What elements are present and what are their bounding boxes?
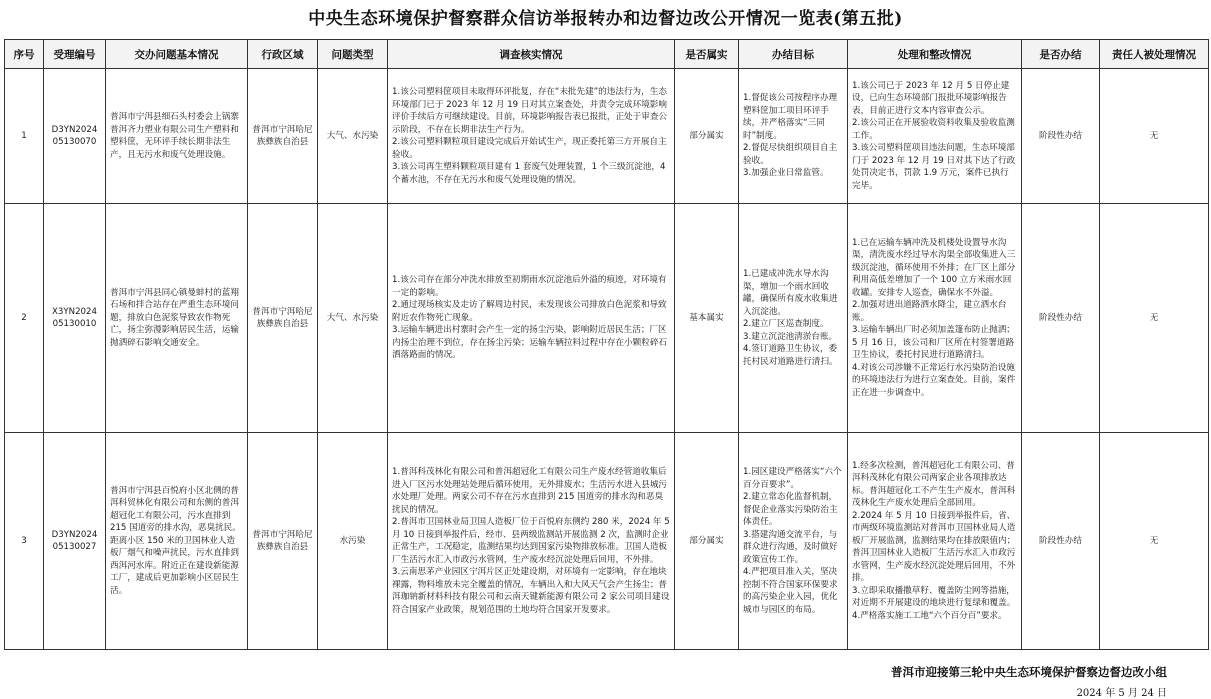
goal-item: 3.搭建沟通交流平台，与群众进行沟通，及时做好政策宣传工作。 [743,529,838,565]
handling-item: 1.已在运输车辆冲洗及机楼处设置导水沟渠，清洗废水经过导水沟渠全部收集进入三级沉淀池，循环使用不外排；在厂区上部分利用高低差增加了一个 100 立方米雨水回收罐。安排专人巡查，确保水不外溢。 [852,237,1016,298]
row-region: 普洱市宁洱哈尼族彝族自治县 [248,433,318,650]
header-type: 问题类型 [318,40,388,69]
row-goal [739,433,848,650]
table-row [5,69,1209,204]
goal-item: 3.建立沉淀池清淤台账。 [743,331,838,342]
row-accountability: 无 [1100,204,1209,433]
investigation-item: 1.普洱科茂林化有限公司和普洱超冠化工有限公司生产废水经管道收集后进入厂区污水处理站处理后循环使用，无外排废水；生活污水进入县城污水处理厂处理。两家公司不存在污水直排到 215 国道旁的排水沟和恶臭扰民的情况。 [392,467,668,515]
investigation-item: 2.通过现场核实及走访了解周边村民，未发现该公司排放白色泥浆和导致附近农作物死亡现象。 [392,300,667,323]
investigation-item: 1.该公司塑料筐项目未取得环评批复，存在“未批先建”的违法行为，生态环境部门已于 2023 年 12 月 19 日对其立案查处，并责令完成环境影响评价手续后方可继续建设。目前，环境影响报告表已报批，正处于审查公示阶段，不存在长期非法生产行为。 [392,87,668,135]
row-completed: 阶段性办结 [1022,433,1100,650]
table-row [5,433,1209,650]
investigation-item: 1.该公司存在部分冲洗水排放至初期雨水沉淀池后外溢的痕迹，对环境有一定的影响。 [392,275,667,298]
investigation-item: 3.运输车辆进出村寨时会产生一定的扬尘污染，影响附近居民生活；厂区内扬尘治理不到位，存在扬尘污染；运输车辆拉料过程中存在小颗粒碎石洒落路面的情况。 [392,325,668,361]
row-type: 大气、水污染 [318,204,388,433]
row-investigation [388,433,675,650]
row-id: X3YN2024 05130010 [44,204,106,433]
goal-item: 4.签订道路卫生协议，委托村民对道路进行清扫。 [743,344,838,367]
goal-item: 4.严把项目准入关，坚决控制不符合国家环保要求的高污染企业入园，优化城市与园区的布局。 [743,567,838,615]
row-issue: 普洱市宁洱县百悦府小区北侧的普洱科贸林化有限公司和东侧的普洱超冠化工有限公司，污水直排到 215 国道旁的排水沟，恶臭扰民。距离小区 150 米的卫国林业人造板厂烟气和噪声扰民，污水直排到西洱河水库。附近正在建设新能源工厂，建成后更加影响小区居民生活。 [106,433,248,650]
header-handling: 处理和整改情况 [848,40,1022,69]
document-title: 中央生态环境保护督察群众信访举报转办和边督边改公开情况一览表(第五批) [308,9,903,29]
footer-organization: 普洱市迎接第三轮中央生态环境保护督察边督边改小组 [891,665,1167,679]
row-accountability: 无 [1100,433,1209,650]
handling-item: 1.该公司已于 2023 年 12 月 5 日停止建设，已向生态环境部门报批环境影响报告表，目前正进行文本内容审查公示。 [852,80,1010,116]
handling-item: 3.立即采取播撒草籽、覆盖防尘网等措施，对近期不开展建设的地块进行复绿和覆盖。 [852,585,1016,609]
row-investigation [388,204,675,433]
row-verified: 基本属实 [675,204,739,433]
header-goal: 办结目标 [739,40,848,69]
row-index: 3 [5,433,44,650]
goal-item: 1.已建成冲洗水导水沟渠，增加一个雨水回收罐，确保所有废水收集进入沉淀池。 [743,269,838,317]
handling-item: 4.严格落实施工工地“六个百分百”要求。 [852,610,1007,621]
row-region: 普洱市宁洱哈尼族彝族自治县 [248,69,318,204]
investigation-item: 2.该公司塑料颗粒项目建设完成后开始试生产，现正委托第三方开展自主验收。 [392,137,667,160]
table-row [5,204,1209,433]
investigation-item: 3.云南思茅产业园区宁洱片区正处建设期，对环境有一定影响，存在地块裸露，物料堆放未完全覆盖的情况，车辆出入和大风天气会产生扬尘；普洱珈钠新材料科技有限公司和云南天键新能源有限公司 2 家公司项目建设符合国家产业政策，规划范围的土地均符合国家开发要求。 [392,567,670,615]
handling-item: 2.加强对进出道路洒水降尘，建立洒水台账。 [852,300,1007,323]
handling-item: 1.经多次检测，普洱超冠化工有限公司、普洱科茂林化有限公司两家企业各项排放达标。普洱超冠化工不产生生产废水，普洱科茂林化生产废水处理后全部回用。 [852,460,1016,509]
row-goal [739,204,848,433]
row-index: 1 [5,69,44,204]
goal-item: 2.建立常态化监督机制，督促企业落实污染防治主体责任。 [743,492,838,527]
row-type: 水污染 [318,433,388,650]
row-goal [739,69,848,204]
header-id: 受理编号 [44,40,106,69]
row-region: 普洱市宁洱哈尼族彝族自治县 [248,204,318,433]
header-verified: 是否属实 [675,40,739,69]
row-index: 2 [5,204,44,433]
handling-item: 2.该公司正在开展验收资料收集及验收监测工作。 [852,118,1015,141]
handling-item: 2.2024 年 5 月 10 日接到举报件后，省、市两级环境监测站对普洱市卫国林业局人造板厂开展监测，监测结果均在排放限值内；普洱卫国林业人造板厂生活污水汇入市政污水管网，生产废水经沉淀处理后回用，不外排。 [852,510,1016,584]
header-accountability: 责任人被处理情况 [1100,40,1209,69]
row-id: D3YN2024 05130027 [44,433,106,650]
investigation-item: 3.该公司再生塑料颗粒项目建有 1 套废气处理装置，1 个三级沉淀池，4 个蓄水池，不存在无污水和废气处理设施的情况。 [392,162,666,185]
row-handling [848,433,1022,650]
row-completed: 阶段性办结 [1022,204,1100,433]
row-issue: 普洱市宁洱县同心镇曼蚌村的蓝翔石场和拌合站存在严重生态环境问题，排放白色泥浆导致农作物死亡，扬尘弥漫影响居民生活，运输抛洒碎石影响交通安全。 [106,204,248,433]
row-type: 大气、水污染 [318,69,388,204]
row-completed: 阶段性办结 [1022,69,1100,204]
row-accountability: 无 [1100,69,1209,204]
row-handling [848,204,1022,433]
header-row [5,40,1209,69]
handling-item: 3.运输车辆出厂时必须加盖篷布防止抛洒；5 月 16 日，该公司和厂区所在村签署道路卫生协议，委托村民进行道路清扫。 [852,325,1015,361]
header-investigation: 调查核实情况 [388,40,675,69]
handling-item: 4.对该公司涉嫌不正常运行水污染防治设施的环境违法行为进行立案查处。目前，案件正在进一步调查中。 [852,362,1016,398]
header-region: 行政区域 [248,40,318,69]
row-verified: 部分属实 [675,433,739,650]
header-completed: 是否办结 [1022,40,1100,69]
row-investigation [388,69,675,204]
investigation-item: 2.普洱市卫国林业局卫国人造板厂位于百悦府东侧约 280 米，2024 年 5 月 10 日接到举报件后，经市、县两级监测站开展监测 2 次，监测时企业正常生产，工况稳定，监测结果均达到国家污染物排放标准。卫国人造板厂生活污水汇入市政污水管网，生产废水经沉淀处理后回用，不外排。 [392,517,670,565]
row-verified: 部分属实 [675,69,739,204]
document-footer [891,664,1167,699]
goal-item: 1.园区建设严格落实“六个百分百要求”。 [743,467,842,490]
goal-item: 2.督促尽快组织项目自主验收。 [743,143,838,166]
goal-item: 2.建立厂区巡查制度。 [743,319,829,329]
header-index: 序号 [5,40,44,69]
header-issue: 交办问题基本情况 [106,40,248,69]
row-handling [848,69,1022,204]
disclosure-table [4,39,1209,650]
row-issue: 普洱市宁洱县细石头村委会上锅寨普洱齐力塑业有限公司生产塑料和塑料筐，无环评手续长期非法生产，且无污水和废气处理设施。 [106,69,248,204]
goal-item: 3.加强企业日常监管。 [743,168,829,179]
goal-item: 1.督促该公司按程序办理塑料筐加工项目环评手续，并严格落实“三同时”制度。 [743,93,838,141]
handling-item: 3.该公司塑料筐项目违法问题，生态环境部门于 2023 年 12 月 19 日对其下达了行政处罚决定书，罚款 1.9 万元，案件已执行完毕。 [852,143,1016,191]
footer-date: 2024 年 5 月 24 日 [1076,688,1167,699]
row-id: D3YN2024 05130070 [44,69,106,204]
